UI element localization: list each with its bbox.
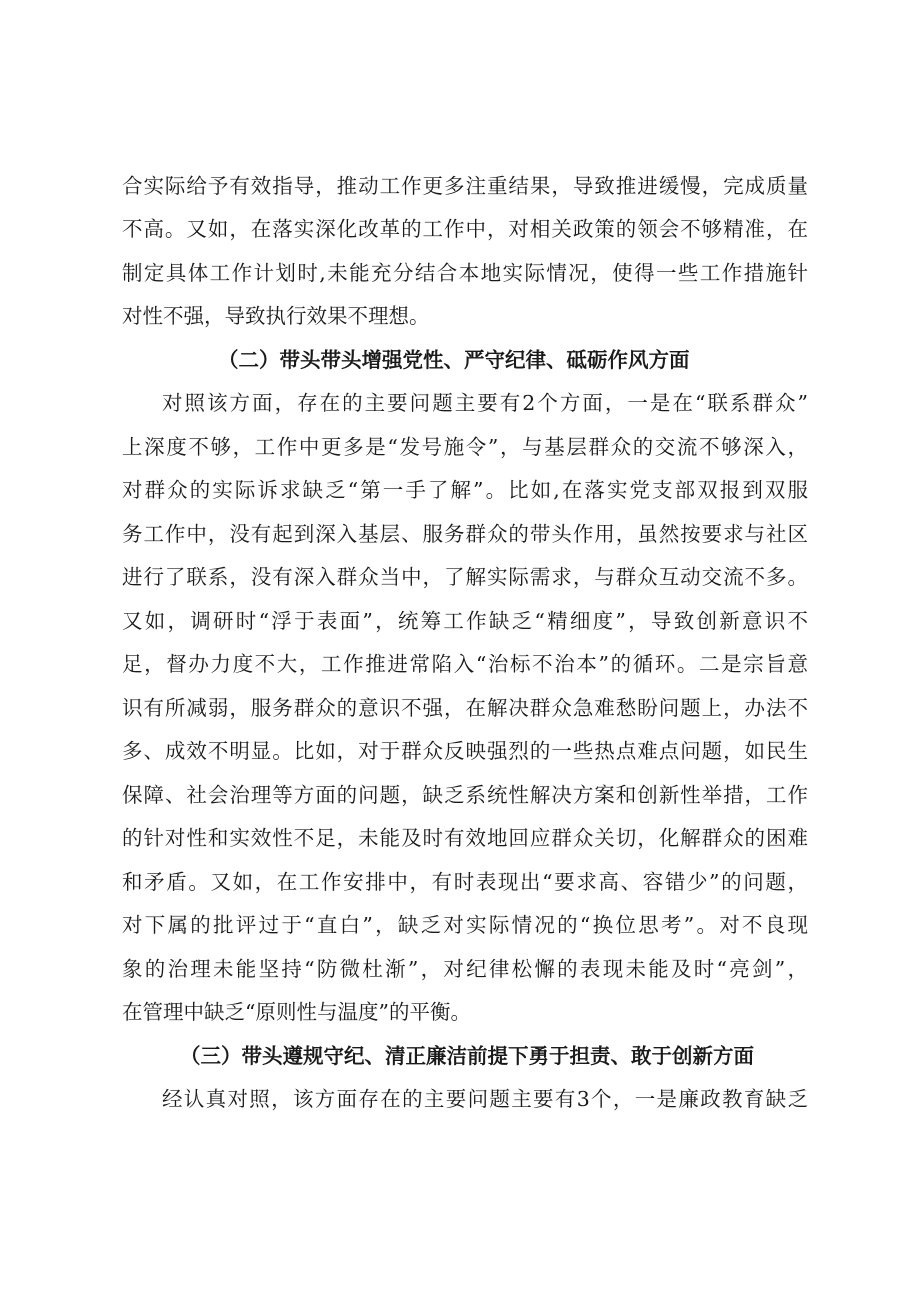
paragraph-line: 多、成效不明显。比如，对于群众反映强烈的一些热点难点问题，如民生 (122, 739, 808, 763)
paragraph-line: 又如，调研时“浮于表面”，统筹工作缺乏“精细度”，导致创新意识不 (122, 609, 808, 633)
section-heading-3: （三）带头遵规守纪、清正廉洁前提下勇于担责、敢于创新方面 (180, 1044, 754, 1068)
paragraph-line: 在管理中缺乏“原则性与温度”的平衡。 (122, 1000, 471, 1024)
paragraph-line: 对性不强，导致执行效果不理想。 (122, 304, 430, 328)
paragraph-line: 足，督办力度不大，工作推进常陷入“治标不治本”的循环。二是宗旨意 (122, 652, 808, 676)
paragraph-line: 上深度不够，工作中更多是“发号施令”，与基层群众的交流不够深入， (122, 435, 808, 459)
paragraph-line: 对群众的实际诉求缺乏“第一手了解”。比如,在落实党支部双报到双服 (122, 478, 808, 502)
paragraph-line: 的针对性和实效性不足，未能及时有效地回应群众关切，化解群众的困难 (122, 826, 808, 850)
paragraph-line: 务工作中，没有起到深入基层、服务群众的带头作用，虽然按要求与社区 (122, 522, 808, 546)
section-heading-2: （二）带头带头增强党性、严守纪律、砥砺作风方面 (218, 348, 690, 372)
paragraph-line: 制定具体工作计划时,未能充分结合本地实际情况，使得一些工作措施针 (122, 261, 808, 285)
paragraph-line: 识有所减弱，服务群众的意识不强，在解决群众急难愁盼问题上，办法不 (122, 696, 808, 720)
paragraph-line: 象的治理未能坚持“防微杜渐”，对纪律松懈的表现未能及时“亮剑”， (122, 957, 808, 981)
paragraph-line: 合实际给予有效指导，推动工作更多注重结果，导致推进缓慢，完成质量 (122, 174, 808, 198)
paragraph-line: 和矛盾。又如，在工作安排中，有时表现出“要求高、容错少”的问题， (122, 870, 808, 894)
paragraph-line: 不高。又如，在落实深化改革的工作中，对相关政策的领会不够精准，在 (122, 217, 808, 241)
paragraph-line: 对下属的批评过于“直白”，缺乏对实际情况的“换位思考”。对不良现 (122, 913, 808, 937)
paragraph-line: 经认真对照，该方面存在的主要问题主要有3个，一是廉政教育缺乏 (162, 1087, 808, 1111)
paragraph-line: 保障、社会治理等方面的问题，缺乏系统性解决方案和创新性举措，工作 (122, 783, 808, 807)
paragraph-line: 进行了联系，没有深入群众当中，了解实际需求，与群众互动交流不多。 (122, 565, 808, 589)
paragraph-line: 对照该方面，存在的主要问题主要有2个方面，一是在“联系群众” (162, 391, 808, 415)
